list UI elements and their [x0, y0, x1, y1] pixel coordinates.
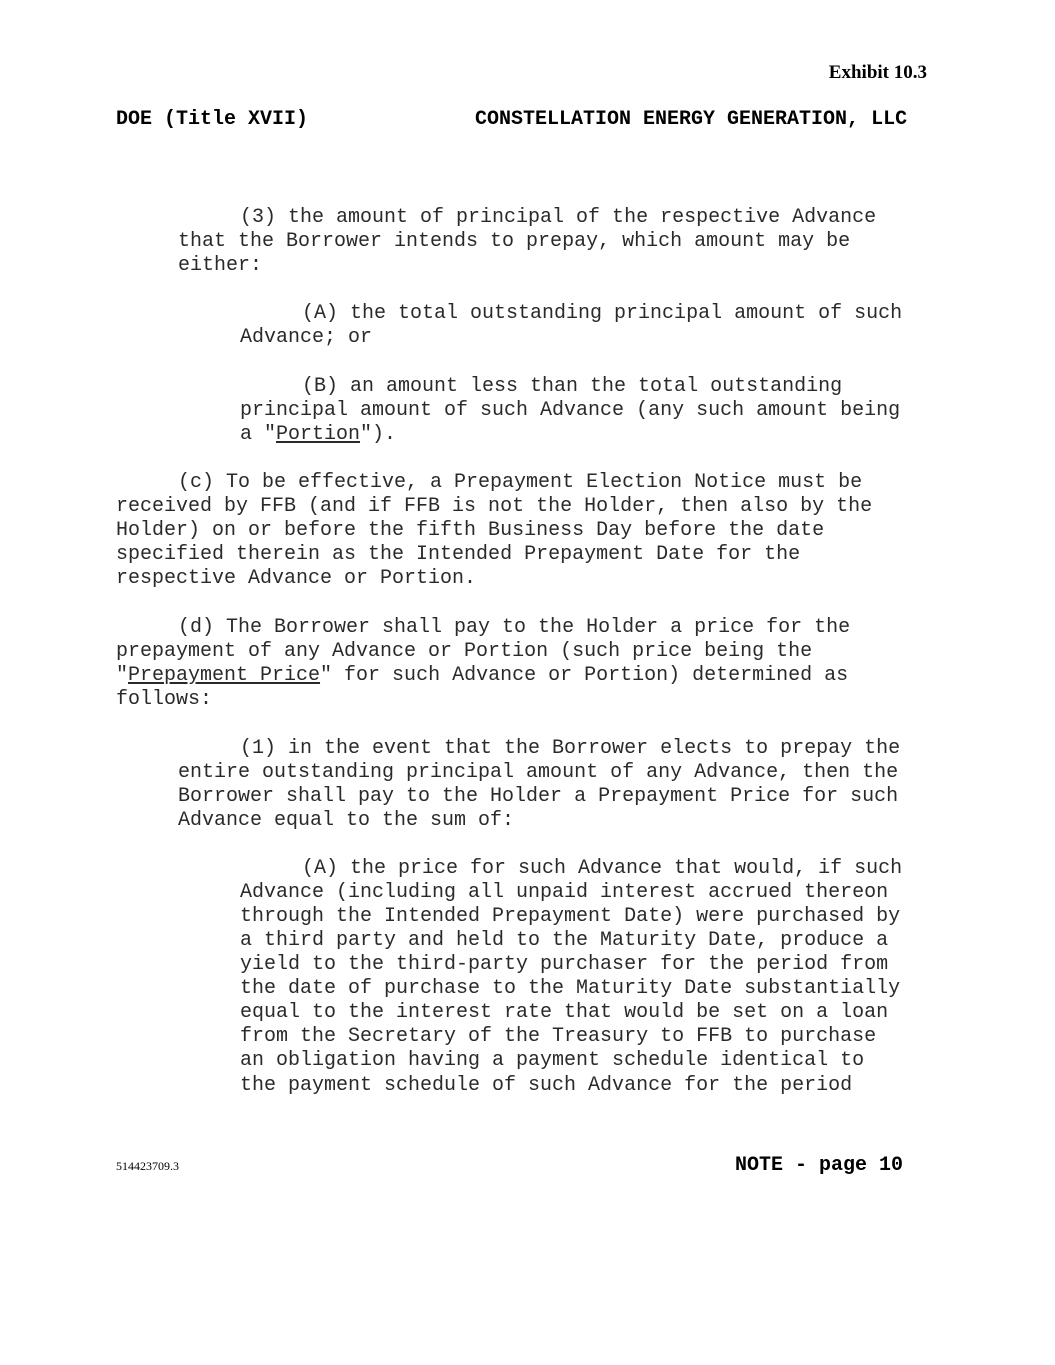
- header-agency: DOE (Title XVII): [116, 108, 309, 131]
- defined-term-prepayment-price: Prepayment Price: [128, 664, 321, 687]
- paragraph-d1-line: entire outstanding principal amount of any Advance, then the: [178, 761, 899, 784]
- paragraph-c-line: Holder) on or before the fifth Business Day before the date: [116, 519, 825, 542]
- paragraph-d1a-line: the date of purchase to the Maturity Date substantially: [240, 977, 901, 1000]
- paragraph-c-line: received by FFB (and if FFB is not the Holder, then also by the: [116, 495, 873, 518]
- paragraph-3-line: (3) the amount of principal of the respective Advance: [240, 206, 877, 229]
- paragraph-d1a-line: yield to the third-party purchaser for the period from: [240, 953, 889, 976]
- paragraph-d-line: prepayment of any Advance or Portion (such price being the: [116, 640, 813, 663]
- paragraph-d1-line: Borrower shall pay to the Holder a Prepayment Price for such: [178, 785, 899, 808]
- header-company: CONSTELLATION ENERGY GENERATION, LLC: [475, 108, 908, 131]
- paragraph-d-line: (d) The Borrower shall pay to the Holder a price for the: [178, 616, 851, 639]
- paragraph-d1a-line: from the Secretary of the Treasury to FFB to purchase: [240, 1025, 877, 1048]
- page-number: NOTE - page 10: [735, 1154, 904, 1177]
- text-fragment: ": [116, 664, 129, 687]
- paragraph-d1-line: (1) in the event that the Borrower elects to prepay the: [240, 737, 901, 760]
- paragraph-d1-line: Advance equal to the sum of:: [178, 809, 515, 832]
- paragraph-d1a-line: through the Intended Prepayment Date) were purchased by: [240, 905, 901, 928]
- paragraph-3b-line: (B) an amount less than the total outstanding: [302, 375, 843, 398]
- document-id: 514423709.3: [116, 1159, 179, 1173]
- text-fragment: ").: [360, 423, 397, 446]
- paragraph-d1a-line: Advance (including all unpaid interest accrued thereon: [240, 881, 889, 904]
- paragraph-3b-line: [240, 423, 396, 447]
- defined-term-portion: Portion: [276, 423, 361, 446]
- paragraph-d1a-line: the payment schedule of such Advance for the period: [240, 1074, 853, 1097]
- paragraph-d-line: follows:: [116, 688, 213, 711]
- paragraph-3a-line: Advance; or: [240, 326, 373, 349]
- paragraph-3-line: either:: [178, 254, 263, 277]
- paragraph-c-line: (c) To be effective, a Prepayment Election Notice must be: [178, 471, 863, 494]
- exhibit-label: Exhibit 10.3: [828, 62, 927, 83]
- paragraph-c-line: respective Advance or Portion.: [116, 567, 477, 590]
- paragraph-3a-line: (A) the total outstanding principal amount of such: [302, 302, 903, 325]
- paragraph-d1a-line: a third party and held to the Maturity Date, produce a: [240, 929, 889, 952]
- paragraph-d1a-line: (A) the price for such Advance that would, if such: [302, 857, 903, 880]
- paragraph-3-line: that the Borrower intends to prepay, which amount may be: [178, 230, 851, 253]
- text-fragment: a ": [240, 423, 277, 446]
- paragraph-c-line: specified therein as the Intended Prepayment Date for the: [116, 543, 801, 566]
- paragraph-d-line: [116, 664, 848, 688]
- paragraph-d1a-line: equal to the interest rate that would be set on a loan: [240, 1001, 889, 1024]
- paragraph-3b-line: principal amount of such Advance (any such amount being: [240, 399, 901, 422]
- text-fragment: " for such Advance or Portion) determined as: [320, 664, 849, 687]
- paragraph-d1a-line: an obligation having a payment schedule identical to: [240, 1049, 865, 1072]
